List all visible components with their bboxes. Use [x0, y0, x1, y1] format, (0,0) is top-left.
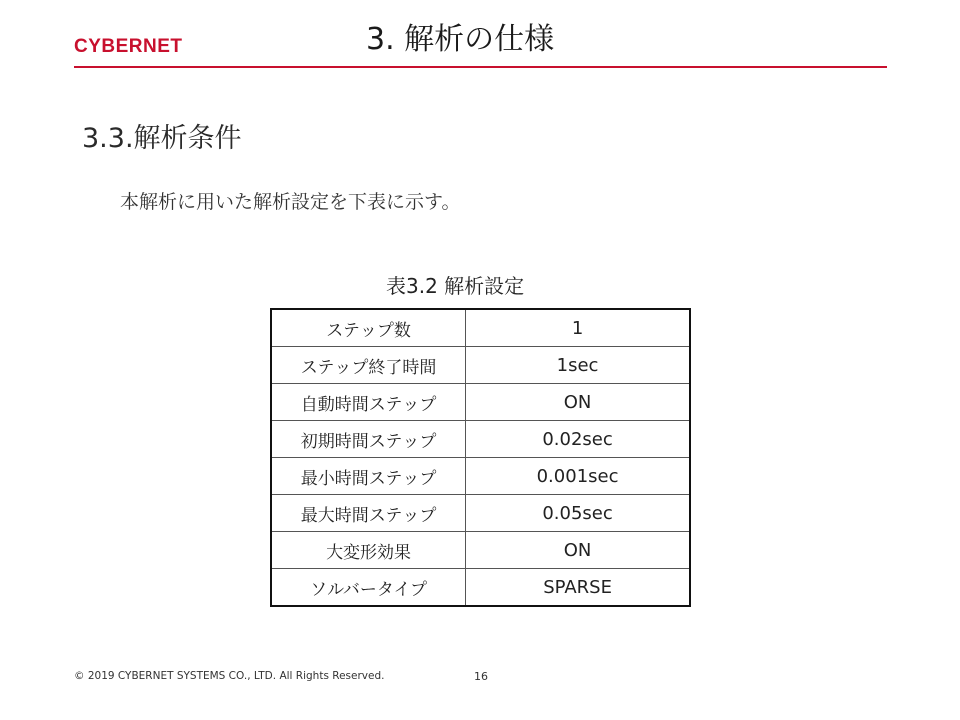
- setting-name: 大変形効果: [271, 532, 466, 569]
- setting-value: 1: [466, 309, 690, 347]
- table-row: [271, 569, 690, 607]
- analysis-settings-table: [270, 308, 691, 607]
- page-number: 16: [474, 670, 488, 683]
- table-row: [271, 495, 690, 532]
- setting-name: ステップ数: [271, 309, 466, 347]
- setting-name: 最小時間ステップ: [271, 458, 466, 495]
- table-row: [271, 458, 690, 495]
- table-row: [271, 309, 690, 347]
- body-text: 本解析に用いた解析設定を下表に示す。: [120, 191, 461, 213]
- setting-name: 自動時間ステップ: [271, 384, 466, 421]
- setting-name: 初期時間ステップ: [271, 421, 466, 458]
- setting-name: 最大時間ステップ: [271, 495, 466, 532]
- section-heading: 3.3.解析条件: [82, 123, 242, 154]
- setting-name: ソルバータイプ: [271, 569, 466, 607]
- table-row: [271, 347, 690, 384]
- slide-title: 3. 解析の仕様: [366, 22, 555, 57]
- table-row: [271, 384, 690, 421]
- setting-value: SPARSE: [543, 576, 612, 598]
- setting-value: ON: [466, 532, 690, 569]
- table-caption: 表3.2 解析設定: [386, 274, 525, 298]
- setting-value: 0.05sec: [466, 495, 690, 532]
- setting-value: 0.001sec: [466, 458, 690, 495]
- company-logo: CYBERNET: [74, 36, 183, 57]
- setting-name: ステップ終了時間: [271, 347, 466, 384]
- setting-value: ON: [466, 384, 690, 421]
- setting-value: 0.02sec: [466, 421, 690, 458]
- table-row: [271, 532, 690, 569]
- setting-value: 1sec: [466, 347, 690, 384]
- header-divider: [74, 66, 887, 68]
- copyright-notice: © 2019 CYBERNET SYSTEMS CO., LTD. All Rights Reserved.: [74, 670, 385, 682]
- table-row: [271, 421, 690, 458]
